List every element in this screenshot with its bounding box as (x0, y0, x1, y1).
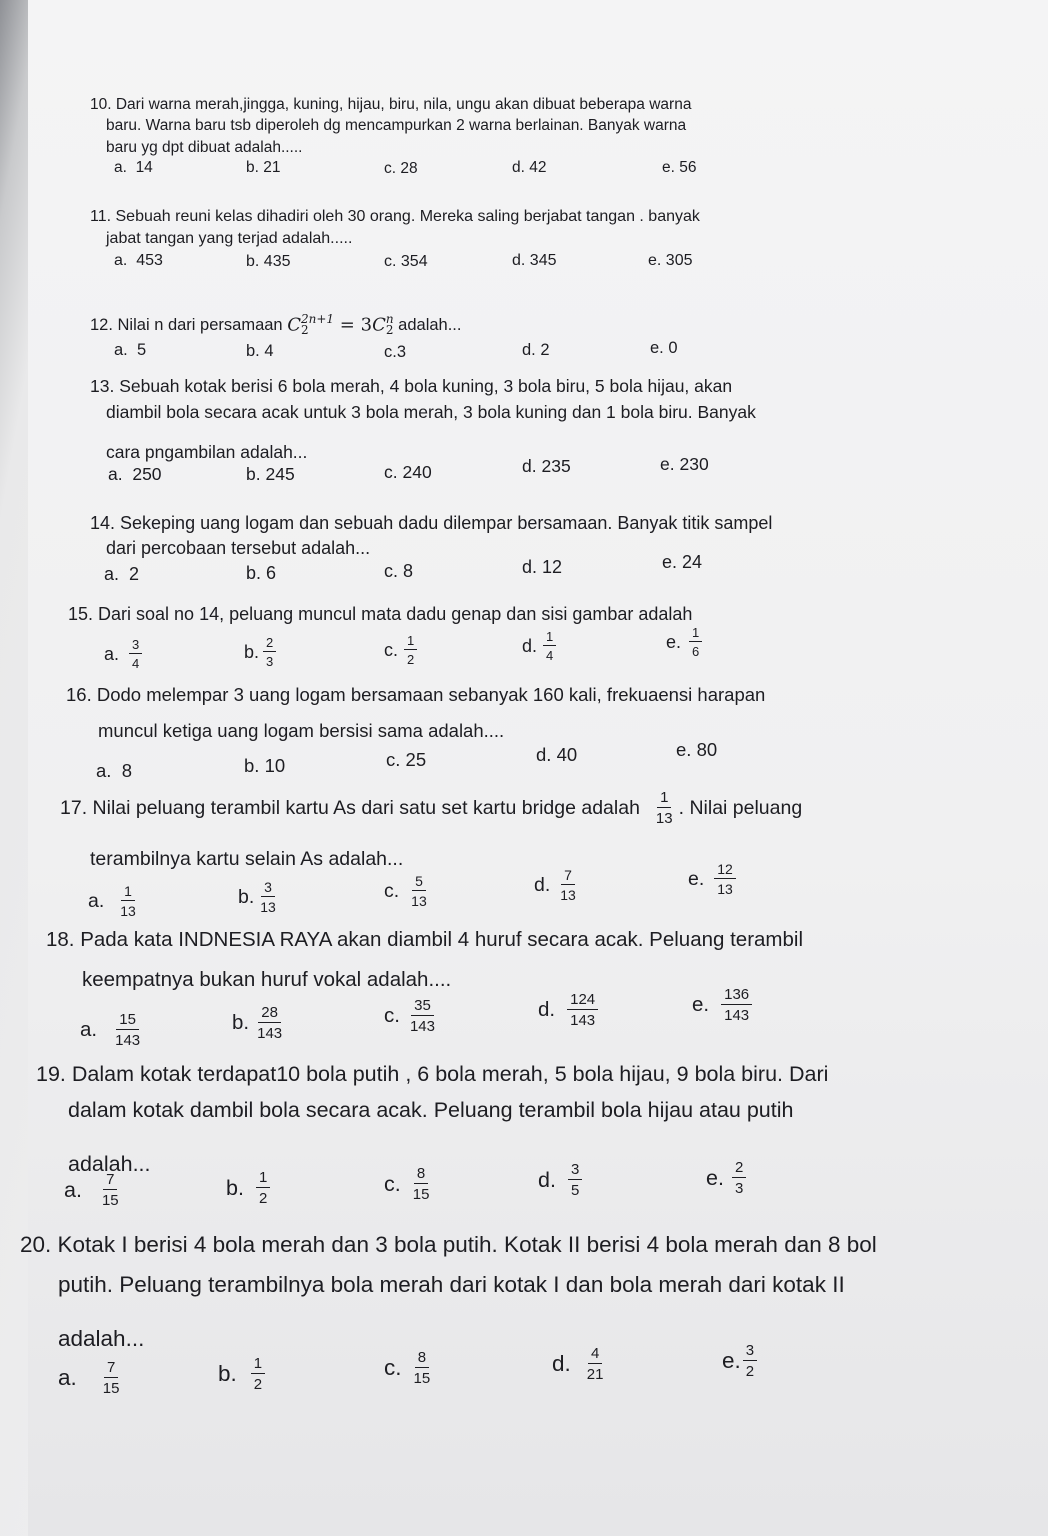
fraction: $\frac{3}{4}$ (129, 638, 142, 670)
option-a: a. 250 (108, 464, 162, 484)
option-e: e. 24 (662, 552, 703, 572)
option-e: e. 80 (676, 739, 718, 760)
option-d: d. 235 (522, 456, 571, 476)
option-c: c. 240 (384, 462, 432, 482)
option-a: a. 2 (104, 564, 140, 584)
option-c: c. 354 (384, 253, 428, 270)
option-e: e. 305 (648, 252, 693, 269)
option-c: c. 8 (384, 561, 414, 581)
fraction: $\frac{1}{2}$ (256, 1170, 270, 1206)
option-d: d. $\frac{7}{13}$ (534, 867, 576, 903)
option-b: b. $\frac{28}{143}$ (232, 1004, 283, 1042)
question-text: 10. Dari warna merah,jingga, kuning, hijau, biru, nila, ungu akan dibuat beberapa warna (90, 96, 692, 113)
fraction: $\frac{1}{2}$ (251, 1356, 265, 1392)
option-c: c. $\frac{35}{143}$ (384, 997, 435, 1035)
question-text: cara pngambilan adalah... (106, 442, 308, 462)
option-b: b. $\frac{3}{13}$ (238, 879, 276, 915)
fraction: $\frac{12}{13}$ (714, 862, 736, 896)
option-b: b. $\frac{2}{3}$ (244, 636, 276, 668)
option-d: d. 12 (522, 557, 563, 577)
option-e: e. 0 (650, 339, 678, 357)
option-a: a. 453 (114, 252, 163, 269)
fraction: $\frac{3}{13}$ (260, 879, 276, 915)
question-text: 13. Sebuah kotak berisi 6 bola merah, 4 bola kuning, 3 bola biru, 5 bola hijau, akan (90, 376, 733, 396)
fraction: $\frac{7}{15}$ (102, 1359, 120, 1397)
option-a: a. $\frac{3}{4}$ (104, 638, 142, 670)
question-text: 11. Sebuah reuni kelas dihadiri oleh 30 orang. Mereka saling berjabat tangan . banyak (90, 208, 700, 225)
fraction: $\frac{5}{13}$ (411, 873, 427, 909)
option-c: c. $\frac{8}{15}$ (384, 1165, 430, 1203)
option-a: a. 14 (114, 159, 153, 176)
question-text: muncul ketiga uang logam bersisi sama adalah.... (98, 720, 505, 741)
option-b: b. 6 (246, 563, 277, 583)
option-b: b. 21 (246, 159, 281, 176)
option-a: a. $\frac{1}{13}$ (88, 883, 136, 919)
option-d: d. 42 (512, 159, 547, 176)
option-d: d. $\frac{1}{4}$ (522, 630, 556, 662)
option-b: b. 10 (244, 755, 286, 776)
question-text: 18. Pada kata INDNESIA RAYA akan diambil 4 huruf secara acak. Peluang terambil (46, 928, 804, 951)
option-c: c. $\frac{8}{15}$ (384, 1349, 431, 1387)
fraction: $\frac{1}{13}$ (120, 883, 136, 919)
fraction: $\frac{15}{143}$ (115, 1011, 141, 1049)
option-e: e. $\frac{12}{13}$ (688, 862, 736, 896)
fraction: $\frac{4}{21}$ (586, 1345, 604, 1383)
option-e: e. $\frac{2}{3}$ (706, 1160, 746, 1196)
fraction: $\frac{7}{15}$ (101, 1171, 119, 1209)
question-text: adalah... (58, 1326, 145, 1351)
question-text: 16. Dodo melempar 3 uang logam bersamaan sebanyak 160 kali, frekuaensi harapan (66, 684, 766, 705)
question-text: 19. Dalam kotak terdapat10 bola putih , 6 bola merah, 5 bola hijau, 9 bola biru. Dari (36, 1062, 829, 1086)
question-text: putih. Peluang terambilnya bola merah dari kotak I dan bola merah dari kotak II (58, 1272, 845, 1297)
option-c: c. $\frac{5}{13}$ (384, 873, 427, 909)
option-a: a. $\frac{15}{143}$ (80, 1011, 141, 1049)
question-text: baru. Warna baru tsb diperoleh dg mencampurkan 2 warna berlainan. Banyak warna (106, 117, 687, 134)
fraction: $\frac{7}{13}$ (560, 867, 576, 903)
fraction: $\frac{1}{6}$ (689, 626, 702, 658)
question-text: jabat tangan yang terjad adalah..... (106, 230, 353, 247)
option-d: d. 2 (522, 341, 550, 359)
option-d: d. 40 (536, 744, 578, 765)
option-d: d. $\frac{3}{5}$ (538, 1162, 582, 1198)
option-a: a. 5 (114, 341, 147, 359)
question-text: diambil bola secara acak untuk 3 bola merah, 3 bola kuning dan 1 bola biru. Banyak (106, 402, 756, 422)
option-a: a. $\frac{7}{15}$ (64, 1171, 119, 1209)
option-b: b. 245 (246, 464, 295, 484)
option-a: a. $\frac{7}{15}$ (58, 1359, 120, 1397)
option-e: e. 56 (662, 159, 697, 176)
option-c: c. 28 (384, 160, 418, 177)
fraction: $\frac{3}{2}$ (743, 1343, 757, 1379)
fraction: $\frac{28}{143}$ (257, 1004, 283, 1042)
question-text: terambilnya kartu selain As adalah... (90, 848, 404, 870)
fraction: $\frac{2}{3}$ (732, 1160, 746, 1196)
option-d: d. $\frac{124}{143}$ (538, 992, 598, 1028)
question-text: 14. Sekeping uang logam dan sebuah dadu dilempar bersamaan. Banyak titik sampel (90, 513, 773, 533)
option-e: e. 230 (660, 454, 709, 474)
fraction: $\frac{2}{3}$ (263, 636, 276, 668)
fraction: $\frac{8}{15}$ (413, 1349, 431, 1387)
option-c: c. $\frac{1}{2}$ (384, 634, 417, 666)
option-e: e. $\frac{3}{2}$ (722, 1343, 757, 1379)
fraction: $\frac{124}{143}$ (567, 992, 598, 1028)
question-text: baru yg dpt dibuat adalah..... (106, 139, 303, 156)
fraction: $\frac{3}{5}$ (568, 1162, 582, 1198)
option-d: d. $\frac{4}{21}$ (552, 1345, 604, 1383)
question-text: dalam kotak dambil bola secara acak. Peluang terambil bola hijau atau putih (68, 1098, 794, 1122)
option-d: d. 345 (512, 252, 557, 269)
fraction: $\frac{136}{143}$ (721, 987, 752, 1023)
combination-equation: C 2n+1 2 = 3C n 2 (287, 312, 394, 338)
option-b: b. $\frac{1}{2}$ (226, 1170, 270, 1206)
option-e: e. $\frac{1}{6}$ (666, 626, 702, 658)
question-text: 17. Nilai peluang terambil kartu As dari satu set kartu bridge adalah $\frac{1}{13}$ . Nilai peluang (60, 789, 803, 827)
option-b: b. 435 (246, 253, 291, 270)
question-text: 15. Dari soal no 14, peluang muncul mata dadu genap dan sisi gambar adalah (68, 604, 693, 624)
fraction: $\frac{8}{15}$ (412, 1165, 430, 1203)
option-c: c. 3 (384, 343, 407, 361)
option-a: a. 8 (96, 760, 133, 781)
question-text: dari percobaan tersebut adalah... (106, 538, 371, 558)
fraction: $\frac{1}{2}$ (404, 634, 417, 666)
fraction: $\frac{35}{143}$ (409, 997, 435, 1035)
fraction: $\frac{1}{13}$ (655, 789, 673, 827)
question-text: 12. Nilai n dari persamaan C 2n+1 2 = 3C n 2 adalah... (90, 312, 462, 338)
option-b: b. $\frac{1}{2}$ (218, 1356, 265, 1392)
option-e: e. $\frac{136}{143}$ (692, 987, 752, 1023)
question-text: 20. Kotak I berisi 4 bola merah dan 3 bola putih. Kotak II berisi 4 bola merah dan 8 bol (20, 1232, 877, 1257)
question-text: keempatnya bukan huruf vokal adalah.... (82, 968, 452, 991)
fraction: $\frac{1}{4}$ (543, 630, 556, 662)
option-c: c. 25 (386, 749, 427, 770)
option-b: b. 4 (246, 342, 274, 360)
question-text: adalah... (68, 1152, 151, 1176)
